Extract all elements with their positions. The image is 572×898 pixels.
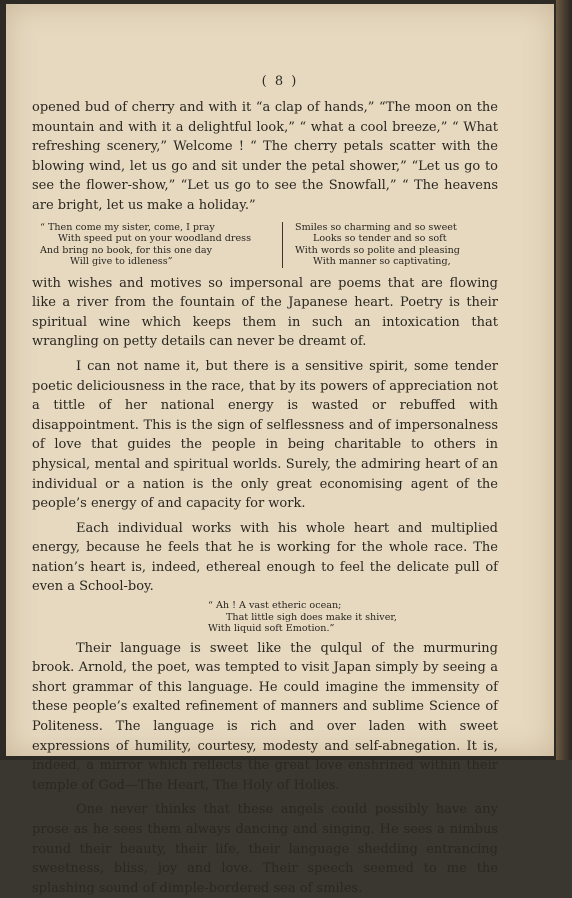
poem-pair — [40, 222, 498, 268]
page-number: ( 8 ) — [261, 74, 299, 89]
poem-left-line: Will give to idleness” — [70, 256, 173, 268]
poem-center-line: “ Ah ! A vast etheric ocean; — [208, 600, 342, 612]
poem-right-line: With manner so captivating, — [313, 256, 451, 268]
page-body — [32, 98, 498, 898]
poem-left-line: “ Then come my sister, come, I pray — [40, 221, 215, 233]
poem-left-line: And bring no book, for this one day — [40, 244, 213, 256]
poem-center — [208, 600, 498, 635]
paragraph-3: I can not name it, but there is a sensitive spirit, some tender poetic deliciousness in the race, that by its powers of appreciation not a tittle of her national energy is wasted or rebuffed with disappointment. This is the sign of selflessness and of impersonalness of love that guides the people in being charitable to others in physical, mental and spiritual worlds. Surely, the admiring heart of an individual or a nation is the only great economising agent of the people’s energy of and capacity for work. — [32, 358, 498, 512]
paragraph-2: with wishes and motives so impersonal are poems that are flowing like a river from the fountain of the Japanese heart. Poetry is their spiritual wine which keeps them in such an intoxication that wrangling on petty details can never be dreamt of. — [32, 275, 498, 350]
poem-right-line: With words so polite and pleasing — [295, 244, 460, 256]
poem-left — [40, 222, 283, 268]
poem-center-line: That little sigh does make it shiver, — [226, 611, 397, 623]
paragraph-1: opened bud of cherry and with it “a clap of hands,” “The moon on the mountain and with it a delightful look,” “ what a cool breeze,” “ What refreshing scenery,” Welcome ! “ The cherry petals scatter with the blowing wind, let us go and sit under the petal shower,” “Let us go to see the flower-show,” “Let us go to see the Snowfall,” “ The heavens are bright, let us make a holiday.” — [32, 100, 498, 213]
paragraph-4: Each individual works with his whole heart and multiplied energy, because he feels that he is working for the whole race. The nation’s heart is, indeed, ethereal enough to feel the delicate pull of even a School-boy. — [32, 520, 498, 595]
paragraph-5: Their language is sweet like the qulqul of the murmuring brook. Arnold, the poet, was tempted to visit Japan simply by seeing a short grammar of this language. He could imagine the immensity of these people’s exalted refinement of manners and sublime Science of Politeness. The language is rich and over laden with sweet expressions of humility, courtesy, modesty and self-abnegation. It is, indeed, a mirror which reflects the great love enshrined within their temple of God—The Heart, The Holy of Holies. — [32, 640, 498, 793]
poem-right-line: Looks so tender and so soft — [313, 233, 447, 245]
poem-right-line: Smiles so charming and so sweet — [295, 221, 457, 233]
poem-right — [283, 222, 460, 268]
book-spine-edge — [556, 0, 572, 760]
paragraph-6: One never thinks that these angels could possibly have any prose as he sees them always dancing and singing. He sees a nimbus round their beauty, their life, their language shedding entrancing sweetness, bliss, joy and love. Their speech seemed to me the splashing sound of dimple-bordered sea of smiles. — [32, 802, 498, 896]
poem-left-line: With speed put on your woodland dress — [58, 233, 252, 245]
poem-center-line: With liquid soft Emotion.” — [208, 623, 335, 635]
book-page — [6, 4, 554, 896]
